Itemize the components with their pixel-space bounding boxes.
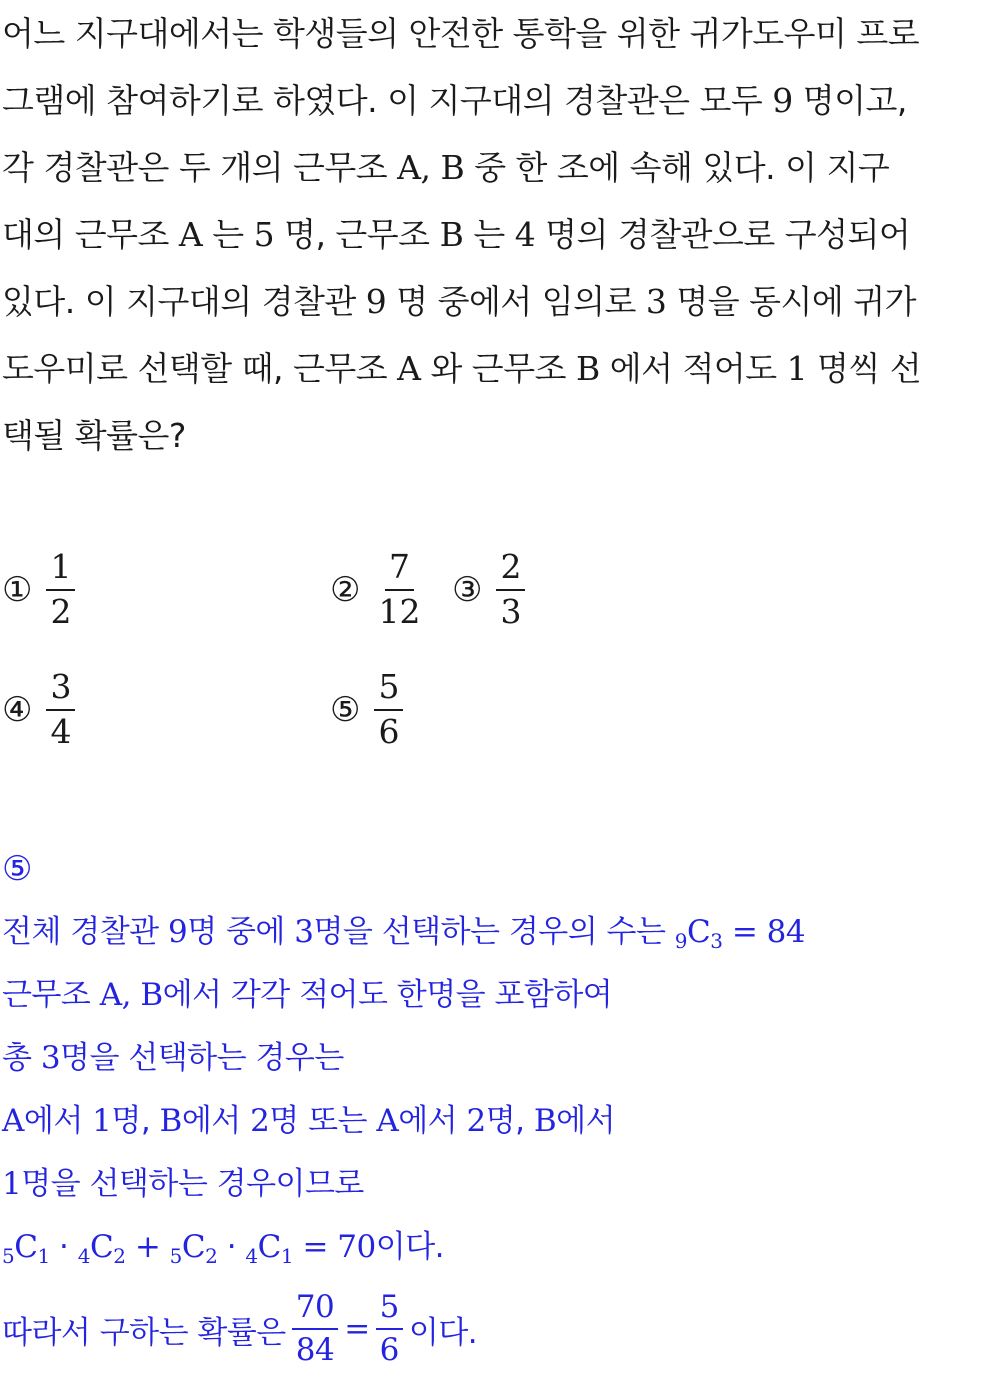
solution-line: A에서 1명, B에서 2명 또는 A에서 2명, B에서 (2, 1103, 616, 1139)
problem-line: 도우미로 선택할 때, 근무조 A 와 근무조 B 에서 적어도 1 명씩 선 (2, 349, 922, 388)
solution-answer: ⑤ (2, 849, 32, 889)
solution-line: 총 3명을 선택하는 경우는 (2, 1040, 344, 1076)
choice-1[interactable] (2, 547, 75, 631)
solution-conclusion: 따라서 구하는 확률은 $\frac{70}{84}$ = $\frac{5}{6}$ 이다. (2, 1289, 478, 1368)
solution-line: 전체 경찰관 9명 중에 3명을 선택하는 경우의 수는 $_9C_3 = 84$ (2, 914, 806, 953)
choice-4[interactable] (2, 667, 75, 751)
choice-marker: ③ (452, 569, 483, 610)
choice-marker: ② (330, 569, 361, 610)
choice-3[interactable] (452, 547, 525, 631)
problem-line: 그램에 참여하기로 하였다. 이 지구대의 경찰관은 모두 9 명이고, (2, 81, 907, 120)
choice-marker: ⑤ (330, 689, 361, 730)
solution-formula: $_5C_1 \cdot _4C_2 + _5C_2 \cdot _4C_1 = 70$이다. (2, 1229, 445, 1268)
fraction: $\frac{1}{2}$ (46, 550, 75, 629)
fraction: $\frac{2}{3}$ (496, 550, 525, 629)
problem-line: 대의 근무조 A 는 5 명, 근무조 B 는 4 명의 경찰관으로 구성되어 (2, 215, 911, 254)
problem-line: 택될 확률은? (2, 416, 186, 455)
fraction: $\frac{70}{84}$ (292, 1291, 338, 1366)
choice-2[interactable] (330, 547, 424, 631)
choice-marker: ④ (2, 689, 33, 730)
choice-marker: ① (2, 569, 33, 610)
fraction: $\frac{5}{6}$ (376, 1291, 403, 1366)
choice-5[interactable] (330, 667, 403, 751)
fraction: $\frac{5}{6}$ (374, 670, 403, 749)
solution (2, 838, 992, 1379)
solution-line: 1명을 선택하는 경우이므로 (2, 1166, 364, 1202)
solution-line: 근무조 A, B에서 각각 적어도 한명을 포함하여 (2, 977, 613, 1013)
problem-line: 각 경찰관은 두 개의 근무조 A, B 중 한 조에 속해 있다. 이 지구 (2, 148, 890, 187)
problem-line: 어느 지구대에서는 학생들의 안전한 통학을 위한 귀가도우미 프로 (2, 14, 920, 53)
fraction: $\frac{3}{4}$ (46, 670, 75, 749)
fraction: $\frac{7}{12}$ (378, 547, 421, 631)
problem-line: 있다. 이 지구대의 경찰관 9 명 중에서 임의로 3 명을 동시에 귀가 (2, 282, 916, 321)
problem-text (2, 0, 992, 469)
